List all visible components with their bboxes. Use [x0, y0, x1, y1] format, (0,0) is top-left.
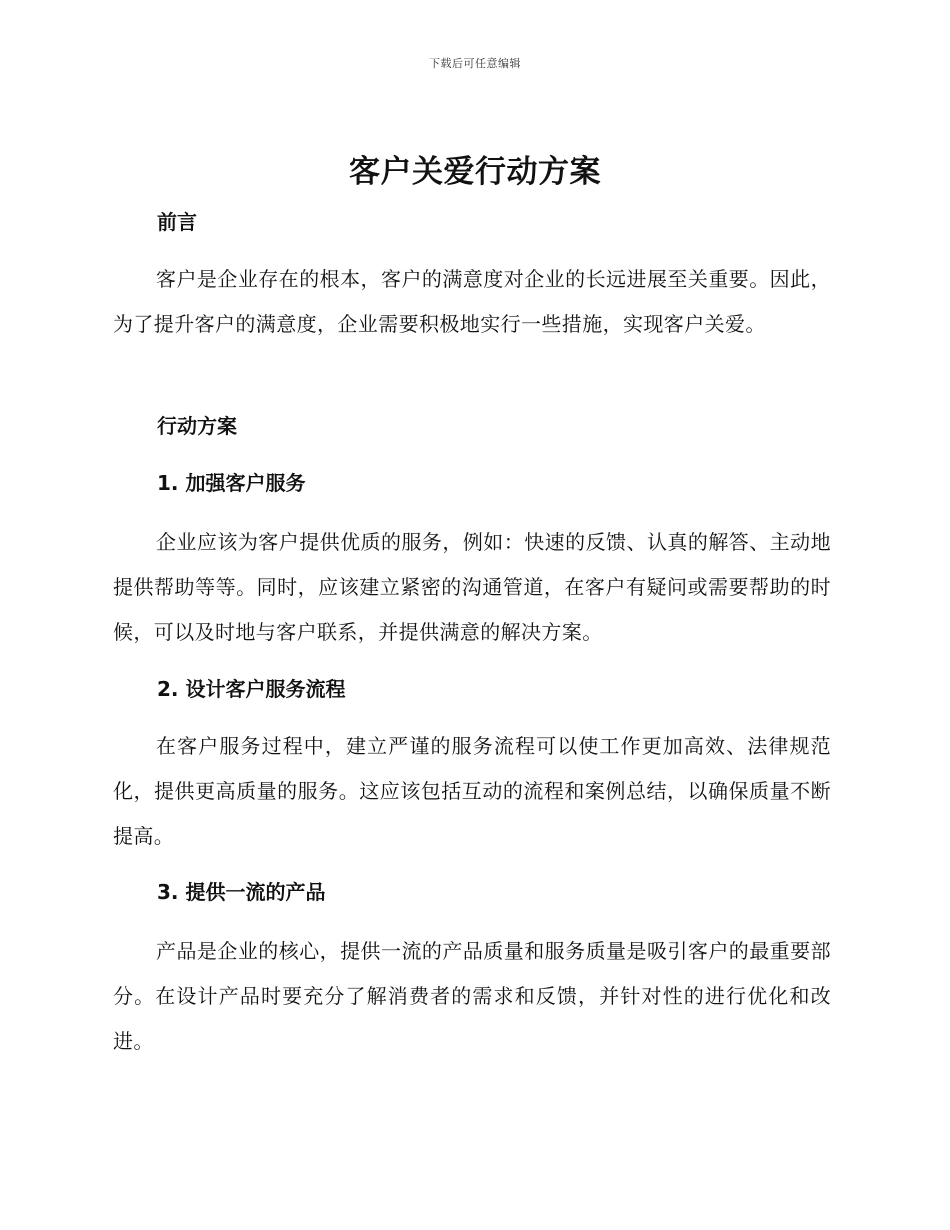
- section-paragraph-1: 企业应该为客户提供优质的服务，例如：快速的反馈、认真的解答、主动地提供帮助等等。同时，应该建立紧密的沟通管道，在客户有疑问或需要帮助的时候，可以及时地与客户联系，并提供满意的解决方案。: [113, 530, 831, 644]
- section-heading-2: 2. 设计客户服务流程: [157, 677, 346, 701]
- preface-heading: 前言: [157, 210, 197, 234]
- section-heading-1: 1. 加强客户服务: [157, 471, 306, 495]
- section-paragraph-3: 产品是企业的核心，提供一流的产品质量和服务质量是吸引客户的最重要部分。在设计产品时要充分了解消费者的需求和反馈，并针对性的进行优化和改进。: [113, 939, 831, 1053]
- section-paragraph-2: 在客户服务过程中，建立严谨的服务流程可以使工作更加高效、法律规范化，提供更高质量的服务。这应该包括互动的流程和案例总结，以确保质量不断提高。: [113, 734, 831, 848]
- header-note: 下载后可任意编辑: [429, 57, 521, 70]
- section-heading-3: 3. 提供一流的产品: [157, 880, 326, 904]
- preface-paragraph: 客户是企业存在的根本，客户的满意度对企业的长远进展至关重要。因此，为了提升客户的满意度，企业需要积极地实行一些措施，实现客户关爱。: [113, 267, 831, 336]
- plan-heading: 行动方案: [157, 414, 237, 438]
- document-title: 客户关爱行动方案: [349, 154, 601, 190]
